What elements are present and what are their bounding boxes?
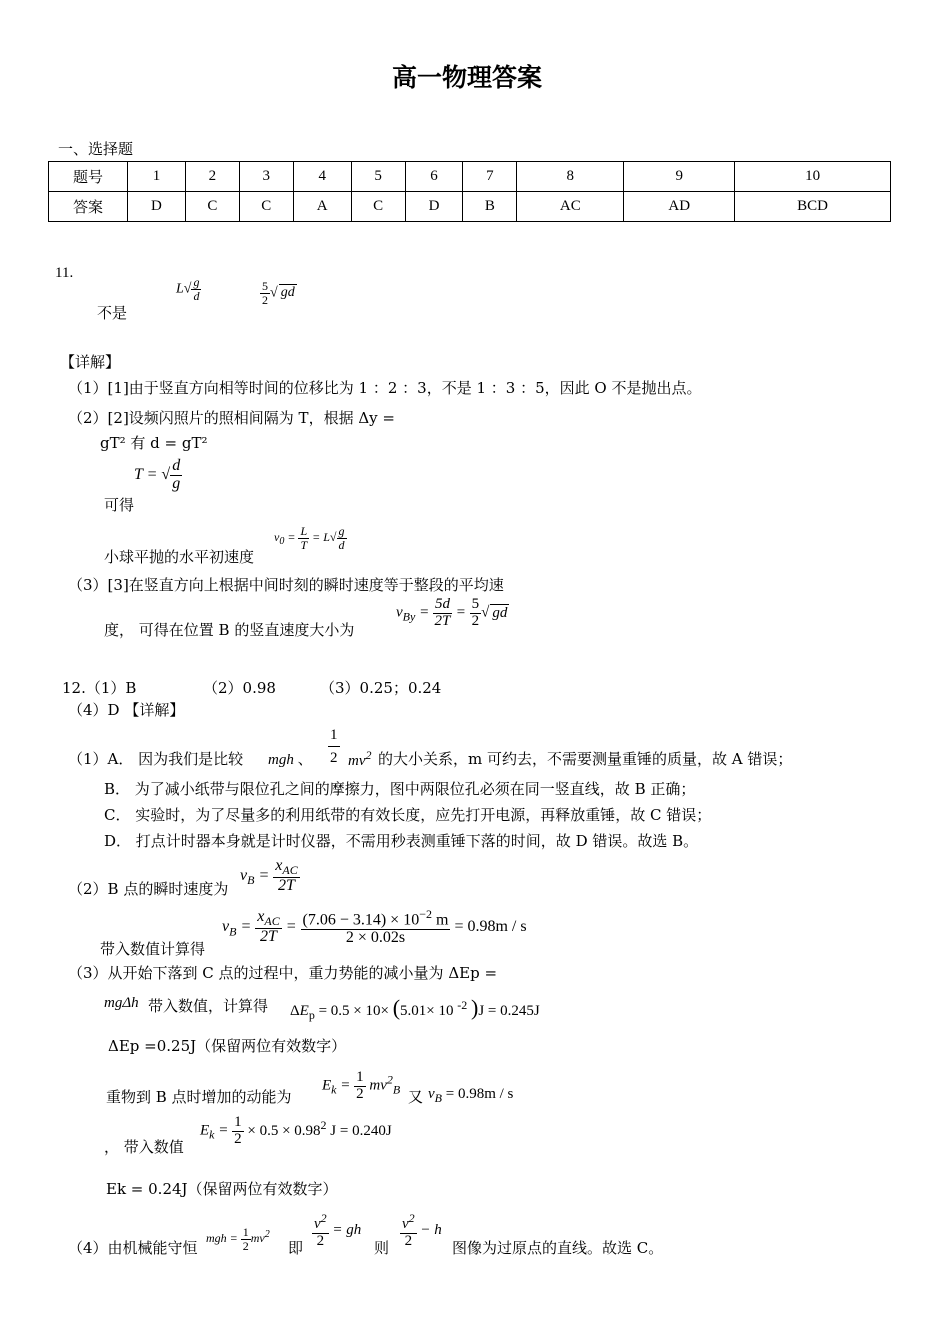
q11-p3: （3）[3]在竖直方向上根据中间时刻的瞬时速度等于整段的平均速 [68,576,504,594]
table-row [49,192,891,222]
q12-optionC: C． 实验时，为了尽量多的利用纸带的有效长度，应先打开电源，再释放重锤，故 C 错误； [104,806,712,824]
q12-optionA-post: 的大小关系，m 可约去，不需要测量重锤的质量，故 A 错误； [378,750,793,768]
q11-p1: （1）[1]由于竖直方向相等时间的位移比为 1 ：2 ：3，不是 1 ：3 ：5，因此 O 不是抛出点。 [68,379,702,397]
table-cell: 2 [185,162,239,192]
q12-p4-end: 图像为过原点的直线。故选 C。 [452,1239,664,1257]
formula-vBy: $v_{By}$ = $\frac{5d}{2T}$ = $\frac{5}{2}$ √ gd [396,596,508,629]
q11-p3b: 度， 可得在位置 B 的竖直速度大小为 [104,621,355,639]
table-cell: 9 [624,162,735,192]
q11-p2b: gT² 有 d = gT² [100,434,208,452]
q11-p2: （2）[2]设频闪照片的照相间隔为 T，根据 Δy = [68,409,395,427]
q12-optionB: B． 为了减小纸带与限位孔之间的摩擦力，图中两限位孔必须在同一竖直线，故 B 正确； [104,780,696,798]
q12-p4-ze: 则 [374,1239,390,1257]
formula-mv2: $mv^2$ [348,748,372,769]
table-cell: BCD [735,192,891,222]
formula-vB-value: $v_B = 0.98m / s$ [428,1086,514,1105]
formula-v2-h: $\frac{v^2}{2}$ − h [402,1211,442,1249]
table-cell: 3 [239,162,293,192]
table-cell: 10 [735,162,891,192]
q12-p3f: Ek = 0.24J（保留两位有效数字） [106,1180,338,1198]
table-cell: C [185,192,239,222]
formula-Ek: $E_k$ = $\frac{1}{2}$ $mv^2_B$ [322,1069,401,1102]
formula-v0: $v_0$ = $\frac{L}{T}$ = L√ $\frac{g}{d}$ [274,524,345,552]
q12-answer-2: （2）0.98 [203,679,276,697]
detail-label: 【详解】 [60,353,121,371]
formula-energy: mgh = $\frac{1}{2}$ $mv^2$ [206,1225,270,1253]
q11-kede: 可得 [104,496,135,514]
table-cell: C [351,192,405,222]
formula-half: 1 2 [328,724,340,769]
table-cell: C [239,192,293,222]
table-cell: 5 [351,162,405,192]
q12-p4-ji: 即 [288,1239,304,1257]
q12-answer-1: 12.（1）B [62,679,137,697]
q11-number: 11. [55,265,74,281]
section-heading: 一、选择题 [58,140,134,158]
table-cell: D [128,192,186,222]
q11-v0-label: 小球平抛的水平初速度 [104,548,255,566]
formula-vB-calc: $v_B$ = $\frac{x_{AC}}{2T}$ = $\frac{(7.06 - 3.14) \times 10^{-2} m}{2 \times 0.02s}$ = 0.98m / s [222,907,527,947]
table-cell: 6 [405,162,463,192]
formula-Ek-calc: $E_k$ = $\frac{1}{2}$ × $0.5 \times 0.98^2$ J = 0.240J [200,1114,392,1147]
formula-dEp-calc: $\Delta E_p = 0.5 \times 10\times (5.01\times 10$ $^{-2}$ )J = 0.245J [290,995,540,1022]
formula-mgh: mgh 、 [268,752,313,768]
q12-p3d: 重物到 B 点时增加的动能为 [106,1088,292,1106]
table-cell: D [405,192,463,222]
q11-answer-2: L√ $\frac{g}{d}$ [176,275,200,303]
q11-answer-3: $\frac{5}{2}$ √ gd [262,279,295,307]
table-header-cell: 答案 [49,192,128,222]
q12-p2-calc: 带入数值计算得 [100,940,206,958]
table-cell: 1 [128,162,186,192]
table-row [49,162,891,192]
q12-answer-4: （4）D 【详解】 [68,701,185,719]
page-title: 高一物理答案 [392,63,543,92]
table-cell: A [293,192,351,222]
q12-optionD: D． 打点计时器本身就是计时仪器，不需用秒表测重锤下落的时间，故 D 错误。故选 B。 [104,832,699,850]
answer-table [48,161,891,222]
q12-p3e: ， 带入数值 [104,1138,184,1156]
q12-p3c: ΔEp =0.25J（保留两位有效数字） [108,1037,347,1055]
table-header-cell: 题号 [49,162,128,192]
formula-vB: $v_B$ = $\frac{x_{AC}}{2T}$ [240,857,298,894]
q11-answer-1: 不是 [97,304,128,322]
table-cell: AD [624,192,735,222]
formula-mgdh: mgΔh [104,995,139,1011]
formula-T: T = √ $\frac{d}{g}$ [134,457,181,492]
table-cell: 8 [517,162,624,192]
q12-p3d-b: 又 [408,1088,424,1106]
q12-p3: （3）从开始下落到 C 点的过程中，重力势能的减小量为 ΔEp = [68,964,498,982]
table-cell: 4 [293,162,351,192]
q12-p2: （2）B 点的瞬时速度为 [68,880,229,898]
formula-v2-gh: $\frac{v^2}{2}$ = gh [314,1211,362,1249]
q12-p4: （4）由机械能守恒 [68,1239,198,1257]
q12-p3b: 带入数值，计算得 [148,997,269,1015]
table-cell: 7 [463,162,517,192]
table-cell: B [463,192,517,222]
q12-optionA-pre: （1）A． 因为我们是比较 [68,750,244,768]
q12-answer-3: （3）0.25；0.24 [320,679,442,697]
table-cell: AC [517,192,624,222]
